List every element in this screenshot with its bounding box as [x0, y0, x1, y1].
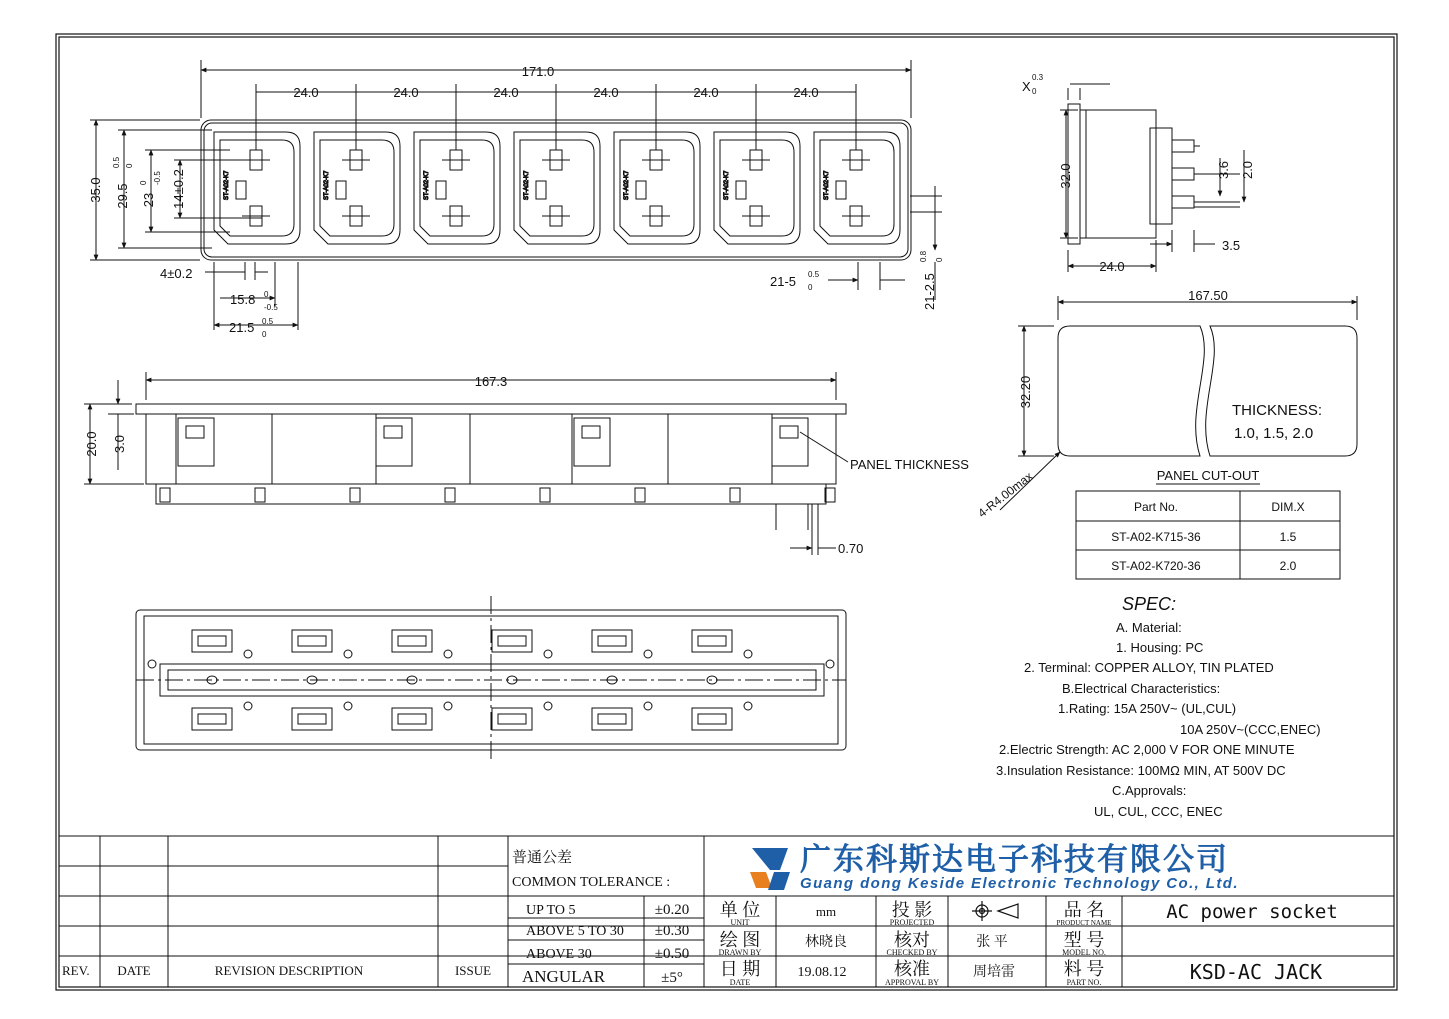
socket-marking: ST-A02-K7: [824, 170, 830, 200]
iec-socket: [814, 132, 900, 244]
drawn-by-en: DRAWN BY: [718, 948, 762, 957]
dim-0-7: 0.70: [838, 541, 864, 556]
dim-14: 14±0.2: [171, 169, 186, 209]
dim-32: 32.0: [1058, 163, 1073, 189]
approval-en: APPROVAL BY: [884, 978, 940, 987]
company-name-en: Guang dong Keside Electronic Technology Co., Ltd.: [800, 875, 1239, 892]
model-no-cn: 型 号: [1063, 930, 1105, 950]
tol-row2-val: ±0.30: [654, 923, 690, 939]
panel-clip-window: [780, 426, 798, 438]
panel-clip: [178, 418, 214, 466]
spec-line-9: C.Approvals:: [1112, 783, 1187, 798]
cutout-width: 167.50: [1188, 288, 1228, 303]
checked-by-value: 张 平: [976, 935, 1008, 950]
terminal-pin: [730, 488, 740, 502]
part-table-row1-dim: 1.5: [1279, 530, 1297, 544]
thickness-values: 1.0, 1.5, 2.0: [1234, 425, 1314, 442]
socket-marking: ST-A02-K7: [524, 170, 530, 200]
dim-pitch: 24.0: [493, 85, 519, 100]
panel-cutout-labels: [975, 288, 1322, 520]
panel-clip-window: [582, 426, 600, 438]
tol-row4-val: ±5°: [661, 970, 683, 986]
iec-socket: [214, 132, 300, 244]
dim-3-6: 3.6: [1216, 160, 1231, 180]
company-logo: [750, 848, 790, 890]
panel-clip-window: [384, 426, 402, 438]
dim-4: 4±0.2: [160, 266, 193, 281]
panel-clip: [574, 418, 610, 466]
dim-pitch: 24.0: [793, 85, 819, 100]
part-table-row2-part: ST-A02-K720-36: [1111, 559, 1201, 573]
front-view: [84, 372, 848, 555]
iec-socket: [514, 132, 600, 244]
dim-29-5-tol-low: 0: [125, 163, 134, 168]
part-table-header-dim: DIM.X: [1271, 500, 1305, 514]
spec-line-7: 2.Electric Strength: AC 2,000 V FOR ONE MINUTE: [999, 742, 1295, 757]
product-name-en: PRODUCT NAME: [1056, 919, 1112, 927]
drawn-by-value: 林晓良: [805, 935, 847, 950]
date-header: DATE: [117, 963, 151, 978]
terminal-pin: [445, 488, 455, 502]
title-block-text: [62, 842, 1338, 987]
part-table-row1-part: ST-A02-K715-36: [1111, 530, 1201, 544]
panel-clip: [772, 418, 808, 466]
iec-socket: [414, 132, 500, 244]
terminal-pin: [540, 488, 550, 502]
dim-21-5-up: 0.5: [262, 317, 274, 326]
projection-symbol-icon: [972, 901, 1018, 921]
model-no-en: MODEL NO.: [1062, 948, 1106, 957]
dim-35: 35.0: [88, 177, 103, 203]
dim-21-5-right-low: 0: [808, 283, 813, 292]
dim-29-5: 29.5: [115, 183, 130, 209]
dim-3-5: 3.5: [1222, 238, 1241, 253]
dim-pitch: 24.0: [593, 85, 619, 100]
approval-cn: 核准: [894, 959, 930, 979]
dim-overall-171: 171.0: [521, 64, 555, 79]
dim-23-tol-low: -0.5: [153, 171, 162, 185]
unit-cn: 单 位: [719, 900, 761, 920]
terminal-pin: [350, 488, 360, 502]
approval-value: 周培雷: [973, 965, 1015, 980]
part-no-cn: 料 号: [1063, 959, 1105, 979]
dim-23-tol-up: 0: [139, 180, 148, 185]
checked-by-en: CHECKED BY: [886, 948, 938, 957]
cutout-title: PANEL CUT-OUT: [1156, 468, 1260, 483]
socket-marking: ST-A02-K7: [424, 170, 430, 200]
part-table-row2-dim: 2.0: [1279, 559, 1297, 573]
spec-line-1: A. Material:: [1116, 620, 1182, 635]
spec-line-3: 2. Terminal: COPPER ALLOY, TIN PLATED: [1024, 660, 1274, 675]
dim-20: 20.0: [84, 431, 99, 457]
mount-hole: [148, 660, 156, 668]
tol-row3-label: ABOVE 30: [526, 947, 592, 962]
panel-clip: [376, 418, 412, 466]
tol-row2-label: ABOVE 5 TO 30: [526, 924, 624, 939]
panel-clip-window: [186, 426, 204, 438]
top-view-labels: [88, 64, 944, 339]
tolerance-en: COMMON TOLERANCE :: [512, 875, 671, 890]
part-no-en: PART NO.: [1066, 978, 1102, 987]
dim-15-8-low: -0.5: [264, 303, 278, 312]
issue-header: ISSUE: [454, 963, 492, 978]
tol-row3-val: ±0.50: [654, 946, 690, 962]
terminal-pin: [255, 488, 265, 502]
panel-thickness-label: PANEL THICKNESS: [850, 457, 969, 472]
dim-21-2-5-up: 0.8: [919, 250, 928, 262]
spec-line-5: 1.Rating: 15A 250V~ (UL,CUL): [1058, 701, 1237, 716]
iec-socket: [714, 132, 800, 244]
date-value: 19.08.12: [797, 965, 847, 980]
dim-3: 3.0: [112, 434, 127, 454]
dim-23: 23: [141, 192, 156, 208]
dim-pitch: 24.0: [293, 85, 319, 100]
socket-marking: ST-A02-K7: [724, 170, 730, 200]
product-name-cn: 品 名: [1063, 900, 1105, 920]
spec-line-8: 3.Insulation Resistance: 100MΩ MIN, AT 500V DC: [996, 763, 1286, 778]
part-table-header-part: Part No.: [1133, 500, 1179, 514]
iec-socket: [314, 132, 400, 244]
socket-marking: ST-A02-K7: [324, 170, 330, 200]
cutout-height: 32.20: [1018, 375, 1033, 409]
spec-line-10: UL, CUL, CCC, ENEC: [1094, 804, 1223, 819]
mount-hole: [826, 660, 834, 668]
tolerance-cn: 普通公差: [512, 850, 573, 866]
tol-row1-val: ±0.20: [654, 902, 690, 918]
socket-marking: ST-A02-K7: [624, 170, 630, 200]
dim-x: X: [1022, 79, 1031, 94]
dim-2-0: 2.0: [1240, 160, 1255, 180]
tol-row1-label: UP TO 5: [526, 903, 576, 918]
projected-en: PROJECTED: [889, 918, 935, 927]
unit-value: mm: [815, 904, 837, 919]
dim-24: 24.0: [1099, 259, 1125, 274]
dim-pitch: 24.0: [693, 85, 719, 100]
dim-15-8: 15.8: [230, 292, 256, 307]
spec-line-4: B.Electrical Characteristics:: [1062, 681, 1221, 696]
dim-pitch: 24.0: [393, 85, 419, 100]
thickness-label: THICKNESS:: [1232, 402, 1323, 419]
revision-description-header: REVISION DESCRIPTION: [214, 963, 364, 978]
dim-167-3: 167.3: [474, 374, 508, 389]
bottom-view: [136, 596, 846, 760]
iec-socket: [614, 132, 700, 244]
spec-title: SPEC:: [1122, 594, 1177, 614]
spec-line-2: 1. Housing: PC: [1116, 640, 1204, 655]
unit-en: UNIT: [730, 918, 750, 927]
tol-row4-label: ANGULAR: [522, 967, 606, 986]
spec-line-6: 10A 250V~(CCC,ENEC): [1180, 722, 1321, 737]
dim-15-8-up: 0: [264, 290, 269, 299]
socket-marking: ST-A02-K7: [224, 170, 230, 200]
date-cn: 日 期: [719, 959, 761, 979]
part-no-value: KSD-AC JACK: [1189, 960, 1323, 984]
drawn-by-cn: 绘 图: [719, 930, 761, 950]
company-name-cn: 广东科斯达电子科技有限公司: [800, 842, 1229, 877]
cutout-radius: 4-R4.00max: [975, 469, 1036, 521]
part-table-text: [1111, 500, 1304, 573]
dim-x-low: 0: [1032, 87, 1037, 96]
projected-cn: 投 影: [891, 900, 933, 920]
terminal-pin: [160, 488, 170, 502]
dim-21-5-low: 0: [262, 330, 267, 339]
date-en: DATE: [729, 978, 751, 987]
spec-block: [996, 594, 1321, 819]
dim-x-up: 0.3: [1032, 73, 1044, 82]
checked-by-cn: 核对: [894, 930, 930, 950]
dim-21-5-right: 21-5: [770, 274, 797, 289]
dim-21-2-5-low: 0: [935, 257, 944, 262]
top-view: [90, 60, 942, 330]
product-name-value: AC power socket: [1166, 901, 1338, 923]
dim-21-5: 21.5: [229, 320, 255, 335]
dim-21-2-5: 21-2.5: [922, 273, 937, 310]
rev-header: REV.: [62, 963, 90, 978]
terminal-pin: [635, 488, 645, 502]
dim-29-5-tol: 0.5: [112, 156, 121, 168]
dim-21-5-right-up: 0.5: [808, 270, 820, 279]
